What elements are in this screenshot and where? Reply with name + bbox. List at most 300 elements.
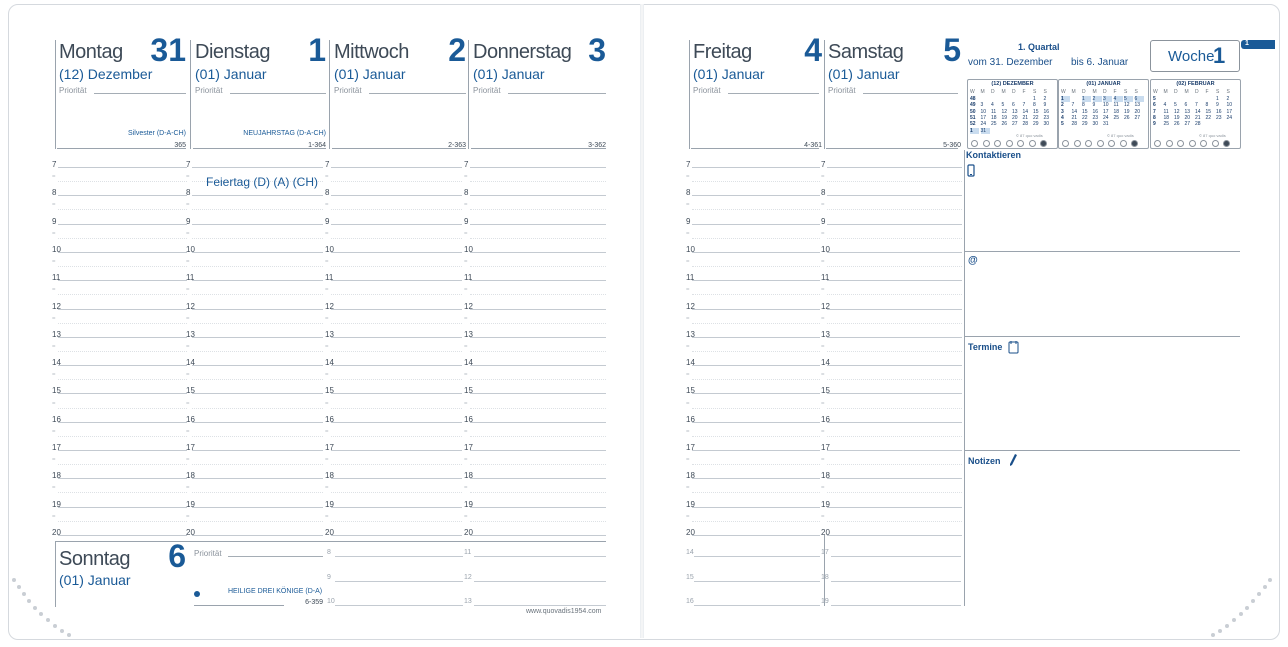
priority-line[interactable] (863, 93, 958, 94)
day-cell[interactable]: 20 (1012, 114, 1018, 121)
hour-line[interactable] (58, 478, 187, 479)
half-hour-line[interactable] (692, 351, 820, 352)
half-hour-line[interactable] (331, 181, 462, 182)
hour-line[interactable] (470, 535, 606, 536)
half-hour-line[interactable] (470, 209, 606, 210)
half-hour-line[interactable] (470, 408, 606, 409)
hour-line[interactable] (692, 309, 820, 310)
hour-line[interactable] (331, 195, 462, 196)
hour-line[interactable] (470, 337, 606, 338)
half-hour-line[interactable] (58, 436, 187, 437)
hour-line[interactable] (331, 309, 462, 310)
half-hour-line[interactable] (470, 294, 606, 295)
hour-line[interactable] (192, 507, 323, 508)
day-cell[interactable]: 24 (980, 121, 987, 128)
day-cell[interactable]: 18 (991, 114, 997, 121)
day-cell[interactable]: 9 (1216, 102, 1219, 109)
weekday-circle (1131, 140, 1138, 147)
day-cell[interactable]: 5 (1124, 96, 1133, 102)
day-cell[interactable]: 9 (1153, 121, 1156, 128)
day-cell[interactable]: 19 (1124, 108, 1130, 115)
day-cell[interactable]: 21 (1022, 114, 1029, 121)
hour-line[interactable] (692, 478, 820, 479)
hour-line[interactable] (58, 195, 187, 196)
day-cell[interactable]: 2 (1226, 96, 1230, 102)
half-hour-line[interactable] (827, 294, 962, 295)
day-cell[interactable]: 14 (1022, 108, 1029, 115)
hour-line[interactable] (827, 535, 962, 536)
half-hour-line[interactable] (470, 266, 606, 267)
hour-line[interactable] (831, 581, 961, 582)
hour-line[interactable] (192, 535, 323, 536)
hour-line[interactable] (331, 393, 462, 394)
hour-line[interactable] (831, 556, 961, 557)
day-cell[interactable]: 19 (1001, 114, 1008, 121)
hour-line[interactable] (58, 507, 187, 508)
day-cell[interactable]: 18 (1163, 114, 1170, 121)
hour-line[interactable] (331, 535, 462, 536)
day-cell[interactable]: 15 (1033, 108, 1039, 115)
day-cell[interactable]: 8 (1205, 102, 1209, 109)
day-cell[interactable]: 10 (1103, 102, 1109, 109)
half-hour-line[interactable] (827, 323, 962, 324)
hour-line[interactable] (470, 167, 606, 168)
hour-line[interactable] (470, 252, 606, 253)
half-hour-line[interactable] (192, 408, 323, 409)
day-cell[interactable]: 29 (1082, 121, 1088, 128)
half-hour-line[interactable] (331, 266, 462, 267)
day-cell[interactable]: 49 (970, 102, 976, 109)
half-hour-line[interactable] (192, 294, 323, 295)
hour-line[interactable] (692, 507, 820, 508)
hour-line[interactable] (58, 309, 187, 310)
day-cell[interactable]: 30 (1092, 121, 1099, 128)
half-hour-line[interactable] (331, 238, 462, 239)
day-cell[interactable]: 52 (970, 121, 976, 128)
hour-line[interactable] (470, 507, 606, 508)
day-cell[interactable]: 7 (1195, 102, 1198, 109)
day-cell[interactable]: 22 (1205, 114, 1212, 121)
half-hour-line[interactable] (331, 408, 462, 409)
half-hour-line[interactable] (692, 181, 820, 182)
hour-line[interactable] (470, 280, 606, 281)
half-hour-line[interactable] (827, 464, 962, 465)
half-hour-line[interactable] (331, 492, 462, 493)
half-hour-line[interactable] (470, 521, 606, 522)
day-cell[interactable]: 10 (1226, 102, 1233, 109)
hour-line[interactable] (192, 309, 323, 310)
half-hour-line[interactable] (58, 521, 187, 522)
hour-line[interactable] (692, 450, 820, 451)
hour-line[interactable] (692, 195, 820, 196)
hour-line[interactable] (470, 478, 606, 479)
half-hour-mark: = (186, 287, 190, 294)
day-cell[interactable]: 5 (1153, 96, 1156, 102)
day-cell[interactable]: 20 (1134, 108, 1141, 115)
hour-line[interactable] (335, 581, 463, 582)
day-cell[interactable]: 28 (1071, 121, 1078, 128)
half-hour-mark: = (186, 457, 190, 464)
hour-line[interactable] (192, 450, 323, 451)
hour-line[interactable] (335, 605, 463, 606)
day-cell[interactable]: 22 (1033, 114, 1039, 121)
day-cell[interactable]: 2 (1061, 102, 1064, 109)
day-cell[interactable]: 16 (1043, 108, 1050, 115)
day-cell[interactable]: 17 (980, 114, 987, 121)
half-hour-line[interactable] (827, 408, 962, 409)
day-cell[interactable]: 15 (1082, 108, 1088, 115)
half-hour-line[interactable] (692, 238, 820, 239)
day-cell[interactable]: 3 (980, 102, 984, 109)
hour-line[interactable] (827, 337, 962, 338)
weekday-circle (1097, 140, 1104, 147)
hour-line[interactable] (331, 450, 462, 451)
half-hour-line[interactable] (692, 492, 820, 493)
half-hour-line[interactable] (58, 238, 187, 239)
hour-line[interactable] (192, 224, 323, 225)
half-hour-line[interactable] (331, 351, 462, 352)
hour-line[interactable] (474, 605, 606, 606)
day-cell[interactable]: 26 (1001, 121, 1008, 128)
day-cell[interactable]: 5 (1174, 102, 1177, 109)
hour-line[interactable] (470, 393, 606, 394)
half-hour-line[interactable] (58, 351, 187, 352)
hour-line[interactable] (692, 252, 820, 253)
half-hour-line[interactable] (192, 323, 323, 324)
day-cell[interactable]: 3 (1103, 96, 1112, 102)
day-cell[interactable]: 14 (1071, 108, 1078, 115)
priority-line[interactable] (728, 93, 819, 94)
day-cell[interactable]: 11 (991, 108, 997, 115)
day-cell[interactable]: 14 (1195, 108, 1201, 115)
day-cell[interactable]: 50 (970, 108, 976, 115)
mini-calendar-title: (12) DEZEMBER (991, 81, 1034, 87)
half-hour-line[interactable] (192, 238, 323, 239)
day-cell[interactable]: 3 (1061, 108, 1064, 115)
day-cell[interactable]: 16 (1092, 108, 1099, 115)
day-cell[interactable]: 13 (1012, 108, 1018, 115)
half-hour-line[interactable] (58, 294, 187, 295)
hour-line[interactable] (192, 252, 323, 253)
hour-line[interactable] (331, 252, 462, 253)
hour-line[interactable] (827, 252, 962, 253)
hour-line[interactable] (192, 167, 323, 168)
half-hour-line[interactable] (470, 351, 606, 352)
hour-line[interactable] (827, 167, 962, 168)
half-hour-line[interactable] (331, 521, 462, 522)
hour-line[interactable] (58, 535, 187, 536)
half-hour-line[interactable] (827, 351, 962, 352)
half-hour-line[interactable] (827, 209, 962, 210)
day-cell[interactable]: 6 (1135, 96, 1144, 102)
half-hour-line[interactable] (58, 181, 187, 182)
hour-line[interactable] (331, 422, 462, 423)
day-cell[interactable]: 28 (1195, 121, 1201, 128)
half-hour-line[interactable] (692, 464, 820, 465)
day-cell[interactable]: 15 (1205, 108, 1212, 115)
day-cell[interactable]: 25 (1163, 121, 1170, 128)
day-cell[interactable]: 11 (1163, 108, 1169, 115)
half-hour-line[interactable] (58, 323, 187, 324)
half-hour-line[interactable] (331, 379, 462, 380)
day-cell[interactable]: 18 (1113, 108, 1120, 115)
hour-line[interactable] (192, 280, 323, 281)
half-hour-line[interactable] (192, 436, 323, 437)
half-hour-line[interactable] (692, 521, 820, 522)
day-cell[interactable]: 22 (1082, 114, 1088, 121)
hour-line[interactable] (474, 556, 606, 557)
half-hour-line[interactable] (331, 294, 462, 295)
hour-line[interactable] (827, 309, 962, 310)
half-hour-line[interactable] (192, 266, 323, 267)
day-cell[interactable]: 2 (1043, 96, 1047, 102)
priority-line[interactable] (230, 93, 326, 94)
hour-line[interactable] (58, 167, 187, 168)
day-cell[interactable]: 24 (1103, 114, 1109, 121)
weekday-letter: S (1216, 89, 1220, 95)
day-cell[interactable]: 8 (1082, 102, 1085, 109)
day-cell[interactable]: 48 (970, 96, 976, 102)
day-cell[interactable]: 13 (1134, 102, 1141, 109)
day-cell[interactable]: 17 (1103, 108, 1109, 115)
hour-line[interactable] (470, 365, 606, 366)
day-cell[interactable]: 19 (1174, 114, 1180, 121)
half-hour-line[interactable] (192, 351, 323, 352)
day-cell[interactable]: 26 (1174, 121, 1180, 128)
hour-line[interactable] (827, 478, 962, 479)
day-cell[interactable]: 7 (1022, 102, 1026, 109)
half-hour-line[interactable] (192, 521, 323, 522)
hour-line[interactable] (827, 393, 962, 394)
hour-line[interactable] (692, 422, 820, 423)
half-hour-line[interactable] (192, 464, 323, 465)
day-cell[interactable]: 6 (1153, 102, 1156, 109)
day-cell[interactable]: 1 (1216, 96, 1219, 102)
hour-line[interactable] (58, 393, 187, 394)
half-hour-line[interactable] (470, 379, 606, 380)
half-hour-line[interactable] (827, 436, 962, 437)
day-cell[interactable]: 21 (1195, 114, 1201, 121)
half-hour-line[interactable] (58, 408, 187, 409)
priority-line[interactable] (369, 93, 466, 94)
day-cell[interactable]: 4 (991, 102, 994, 109)
half-hour-line[interactable] (827, 379, 962, 380)
day-cell[interactable]: 27 (1012, 121, 1018, 128)
half-hour-line[interactable] (470, 464, 606, 465)
half-hour-line[interactable] (692, 408, 820, 409)
hour-label: 20 (821, 527, 830, 537)
hour-line[interactable] (470, 195, 606, 196)
day-cell[interactable]: 9 (1043, 102, 1047, 109)
half-hour-line[interactable] (192, 492, 323, 493)
hour-line[interactable] (827, 450, 962, 451)
half-hour-line[interactable] (827, 181, 962, 182)
hour-line[interactable] (827, 224, 962, 225)
half-hour-line[interactable] (58, 379, 187, 380)
day-cell[interactable]: 27 (1184, 121, 1191, 128)
half-hour-line[interactable] (58, 266, 187, 267)
hour-line[interactable] (58, 252, 187, 253)
sunday-priority-line[interactable] (228, 556, 323, 557)
hour-line[interactable] (694, 556, 820, 557)
hour-line[interactable] (692, 224, 820, 225)
day-cell[interactable]: 16 (1216, 108, 1222, 115)
day-cell[interactable]: 31 (1103, 121, 1109, 128)
hour-line[interactable] (58, 224, 187, 225)
hour-line[interactable] (470, 422, 606, 423)
hour-label: 15 (186, 386, 195, 396)
hour-line[interactable] (831, 605, 961, 606)
priority-line[interactable] (94, 93, 186, 94)
day-cell[interactable]: 11 (1113, 102, 1119, 109)
day-count: 2-363 (448, 142, 466, 149)
day-cell[interactable]: 7 (1153, 108, 1156, 115)
half-hour-line[interactable] (58, 209, 187, 210)
hour-line[interactable] (331, 337, 462, 338)
half-hour-line[interactable] (692, 209, 820, 210)
half-hour-line[interactable] (331, 209, 462, 210)
hour-line[interactable] (470, 450, 606, 451)
half-hour-line[interactable] (470, 323, 606, 324)
priority-line[interactable] (508, 93, 606, 94)
half-hour-line[interactable] (827, 266, 962, 267)
day-cell[interactable]: 1 (1033, 96, 1036, 102)
hour-line[interactable] (331, 478, 462, 479)
hour-line[interactable] (692, 535, 820, 536)
day-cell[interactable]: 6 (1184, 102, 1188, 109)
hour-line[interactable] (827, 195, 962, 196)
half-hour-line[interactable] (827, 521, 962, 522)
hour-line[interactable] (331, 507, 462, 508)
half-hour-mark: = (325, 400, 329, 407)
half-hour-line[interactable] (470, 181, 606, 182)
hour-line[interactable] (827, 507, 962, 508)
half-hour-line[interactable] (58, 492, 187, 493)
day-cell[interactable]: 12 (1001, 108, 1008, 115)
hour-line[interactable] (692, 337, 820, 338)
day-cell[interactable]: 51 (970, 114, 976, 121)
hour-line[interactable] (827, 365, 962, 366)
hour-line[interactable] (192, 478, 323, 479)
day-cell[interactable]: 29 (1033, 121, 1039, 128)
half-hour-line[interactable] (692, 436, 820, 437)
day-cell[interactable]: 23 (1043, 114, 1050, 121)
half-hour-line[interactable] (192, 209, 323, 210)
half-hour-line[interactable] (331, 464, 462, 465)
hour-line[interactable] (331, 224, 462, 225)
day-cell[interactable]: 2 (1093, 96, 1102, 102)
half-hour-line[interactable] (331, 436, 462, 437)
day-cell[interactable]: 4 (1114, 96, 1123, 102)
day-cell[interactable]: 25 (1113, 114, 1120, 121)
hour-line[interactable] (694, 581, 820, 582)
hour-label: 11 (821, 273, 830, 283)
half-hour-line[interactable] (692, 266, 820, 267)
day-cell[interactable]: 6 (1012, 102, 1015, 109)
half-hour-line[interactable] (58, 464, 187, 465)
day-cell[interactable]: 7 (1071, 102, 1075, 109)
half-hour-line[interactable] (470, 492, 606, 493)
hour-line[interactable] (694, 605, 820, 606)
hour-line[interactable] (474, 581, 606, 582)
hour-line[interactable] (692, 365, 820, 366)
half-hour-line[interactable] (192, 379, 323, 380)
sunday-month: (01) Januar (59, 572, 131, 588)
day-cell[interactable]: 4 (1163, 102, 1167, 109)
day-cell[interactable]: 8 (1033, 102, 1036, 109)
day-cell[interactable]: 17 (1226, 108, 1233, 115)
day-cell[interactable]: 13 (1184, 108, 1191, 115)
hour-line[interactable] (331, 167, 462, 168)
holiday-note: NEUJAHRSTAG (D-A-CH) (243, 130, 326, 137)
half-hour-line[interactable] (692, 379, 820, 380)
hour-line[interactable] (58, 337, 187, 338)
hour-line[interactable] (58, 450, 187, 451)
day-cell[interactable]: 23 (1216, 114, 1222, 121)
day-cell[interactable]: 21 (1071, 114, 1078, 121)
hour-line[interactable] (331, 365, 462, 366)
half-hour-line[interactable] (827, 238, 962, 239)
day-cell[interactable]: 27 (1134, 114, 1141, 121)
day-cell[interactable]: 26 (1124, 114, 1130, 121)
day-cell[interactable]: 4 (1061, 114, 1064, 121)
half-hour-line[interactable] (692, 323, 820, 324)
hour-line[interactable] (692, 167, 820, 168)
day-cell[interactable]: 24 (1226, 114, 1233, 121)
hour-line[interactable] (58, 280, 187, 281)
day-cell[interactable]: 5 (1061, 121, 1064, 128)
day-cell[interactable]: 23 (1092, 114, 1099, 121)
hour-line[interactable] (192, 365, 323, 366)
hour-line[interactable] (192, 195, 323, 196)
hour-line[interactable] (331, 280, 462, 281)
hour-line[interactable] (192, 337, 323, 338)
day-cell[interactable]: 31 (981, 128, 990, 134)
hour-line[interactable] (335, 556, 463, 557)
day-cell[interactable]: 1 (1061, 96, 1070, 102)
half-hour-line[interactable] (692, 294, 820, 295)
day-cell[interactable]: 20 (1184, 114, 1191, 121)
day-cell[interactable]: 8 (1153, 114, 1156, 121)
day-cell[interactable]: 5 (1001, 102, 1005, 109)
half-hour-line[interactable] (470, 238, 606, 239)
day-cell[interactable]: 12 (1124, 102, 1130, 109)
day-cell[interactable]: 25 (991, 121, 997, 128)
hour-line[interactable] (58, 422, 187, 423)
column-divider (824, 535, 825, 606)
hour-line[interactable] (192, 422, 323, 423)
hour-line[interactable] (827, 422, 962, 423)
day-cell[interactable]: 10 (980, 108, 987, 115)
day-cell[interactable]: 1 (970, 128, 979, 134)
hour-line[interactable] (827, 280, 962, 281)
day-cell[interactable]: 12 (1174, 108, 1180, 115)
day-cell[interactable]: 9 (1092, 102, 1096, 109)
day-cell[interactable]: 1 (1082, 96, 1091, 102)
hour-line[interactable] (692, 280, 820, 281)
hour-line[interactable] (58, 365, 187, 366)
hour-line[interactable] (470, 309, 606, 310)
hour-line[interactable] (692, 393, 820, 394)
hour-line[interactable] (470, 224, 606, 225)
half-hour-line[interactable] (331, 323, 462, 324)
day-cell[interactable]: 28 (1022, 121, 1029, 128)
half-hour-mark: = (325, 315, 329, 322)
half-hour-line[interactable] (827, 492, 962, 493)
hour-line[interactable] (192, 393, 323, 394)
half-hour-line[interactable] (470, 436, 606, 437)
day-cell[interactable]: 30 (1043, 121, 1050, 128)
